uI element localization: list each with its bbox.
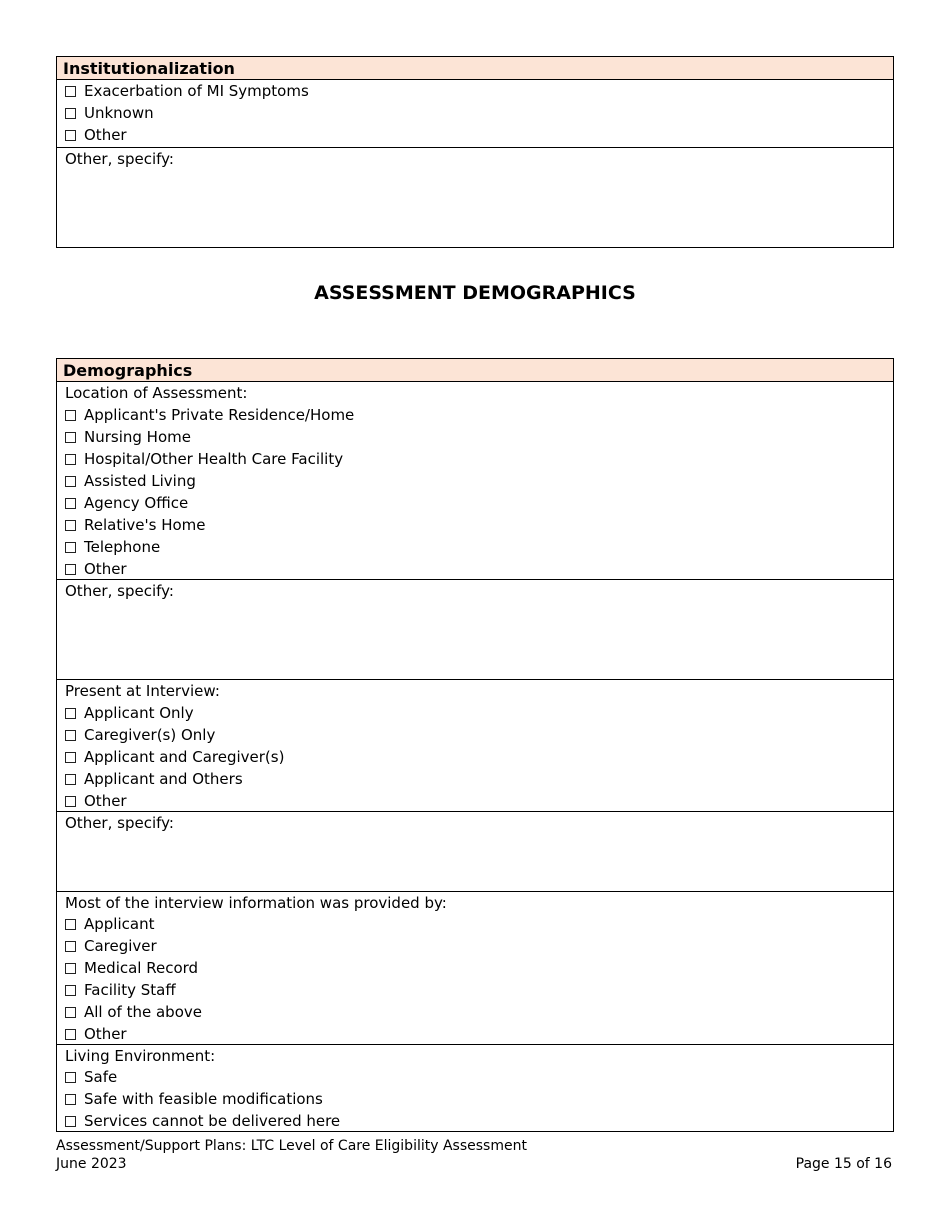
checkbox-icon[interactable] — [65, 730, 76, 741]
checkbox-icon[interactable] — [65, 985, 76, 996]
checkbox-icon[interactable] — [65, 520, 76, 531]
checkbox-icon[interactable] — [65, 108, 76, 119]
other-specify-field[interactable] — [57, 148, 893, 247]
checkbox-icon[interactable] — [65, 130, 76, 141]
checkbox-icon[interactable] — [65, 1072, 76, 1083]
checkbox-option[interactable]: Applicant and Caregiver(s) — [65, 746, 885, 768]
other-specify-field[interactable] — [57, 812, 893, 892]
present-label: Present at Interview: — [65, 682, 220, 700]
checkbox-icon[interactable] — [65, 542, 76, 553]
checkbox-option[interactable]: Assisted Living — [65, 470, 885, 492]
page-footer — [56, 1137, 892, 1173]
checkbox-icon[interactable] — [65, 564, 76, 575]
checkbox-option[interactable]: Applicant — [65, 913, 885, 935]
checkbox-icon[interactable] — [65, 86, 76, 97]
checkbox-option[interactable]: Caregiver(s) Only — [65, 724, 885, 746]
checkbox-option[interactable]: Other — [65, 558, 885, 580]
institutionalization-header: Institutionalization — [57, 57, 893, 80]
checkbox-option[interactable]: Applicant and Others — [65, 768, 885, 790]
checkbox-option[interactable]: All of the above — [65, 1001, 885, 1023]
checkbox-icon[interactable] — [65, 963, 76, 974]
demographics-header: Demographics — [57, 359, 893, 382]
checkbox-icon[interactable] — [65, 1007, 76, 1018]
checkbox-option[interactable]: Nursing Home — [65, 426, 885, 448]
checkbox-option[interactable]: Telephone — [65, 536, 885, 558]
checkbox-option[interactable]: Facility Staff — [65, 979, 885, 1001]
checkbox-option[interactable]: Other — [65, 790, 885, 812]
checkbox-icon[interactable] — [65, 1029, 76, 1040]
checkbox-option[interactable]: Services cannot be delivered here — [65, 1110, 885, 1132]
institutionalization-options — [57, 80, 893, 148]
checkbox-option[interactable]: Safe — [65, 1066, 885, 1088]
checkbox-icon[interactable] — [65, 708, 76, 719]
checkbox-option[interactable]: Other — [65, 1023, 885, 1045]
footer-doc-title: Assessment/Support Plans: LTC Level of Care Eligibility Assessment — [56, 1138, 527, 1154]
checkbox-icon[interactable] — [65, 774, 76, 785]
checkbox-icon[interactable] — [65, 796, 76, 807]
checkbox-icon[interactable] — [65, 919, 76, 930]
demographics-table — [56, 358, 894, 1132]
present-section — [57, 680, 893, 812]
checkbox-icon[interactable] — [65, 498, 76, 509]
institutionalization-table — [56, 56, 894, 248]
checkbox-option[interactable]: Unknown — [65, 102, 885, 124]
living-section — [57, 1045, 893, 1131]
checkbox-icon[interactable] — [65, 432, 76, 443]
checkbox-option[interactable]: Applicant's Private Residence/Home — [65, 404, 885, 426]
provided-section — [57, 892, 893, 1045]
other-specify-label: Other, specify: — [65, 582, 174, 600]
checkbox-icon[interactable] — [65, 941, 76, 952]
other-specify-field[interactable] — [57, 580, 893, 680]
checkbox-icon[interactable] — [65, 454, 76, 465]
checkbox-option[interactable]: Relative's Home — [65, 514, 885, 536]
checkbox-option[interactable]: Safe with feasible modifications — [65, 1088, 885, 1110]
location-label: Location of Assessment: — [65, 384, 248, 402]
checkbox-icon[interactable] — [65, 1094, 76, 1105]
checkbox-option[interactable]: Hospital/Other Health Care Facility — [65, 448, 885, 470]
other-specify-label: Other, specify: — [65, 814, 174, 832]
checkbox-option[interactable]: Exacerbation of MI Symptoms — [65, 80, 885, 102]
checkbox-icon[interactable] — [65, 1116, 76, 1127]
checkbox-icon[interactable] — [65, 410, 76, 421]
checkbox-icon[interactable] — [65, 476, 76, 487]
checkbox-option[interactable]: Applicant Only — [65, 702, 885, 724]
checkbox-option[interactable]: Medical Record — [65, 957, 885, 979]
checkbox-option[interactable]: Agency Office — [65, 492, 885, 514]
living-label: Living Environment: — [65, 1047, 216, 1065]
other-specify-label: Other, specify: — [65, 150, 174, 168]
provided-label: Most of the interview information was provided by: — [65, 894, 447, 912]
footer-page-number: Page 15 of 16 — [795, 1156, 892, 1172]
checkbox-option[interactable]: Caregiver — [65, 935, 885, 957]
checkbox-option[interactable]: Other — [65, 124, 885, 146]
section-title: ASSESSMENT DEMOGRAPHICS — [314, 282, 636, 304]
location-section — [57, 382, 893, 580]
footer-date: June 2023 — [56, 1156, 127, 1172]
checkbox-icon[interactable] — [65, 752, 76, 763]
